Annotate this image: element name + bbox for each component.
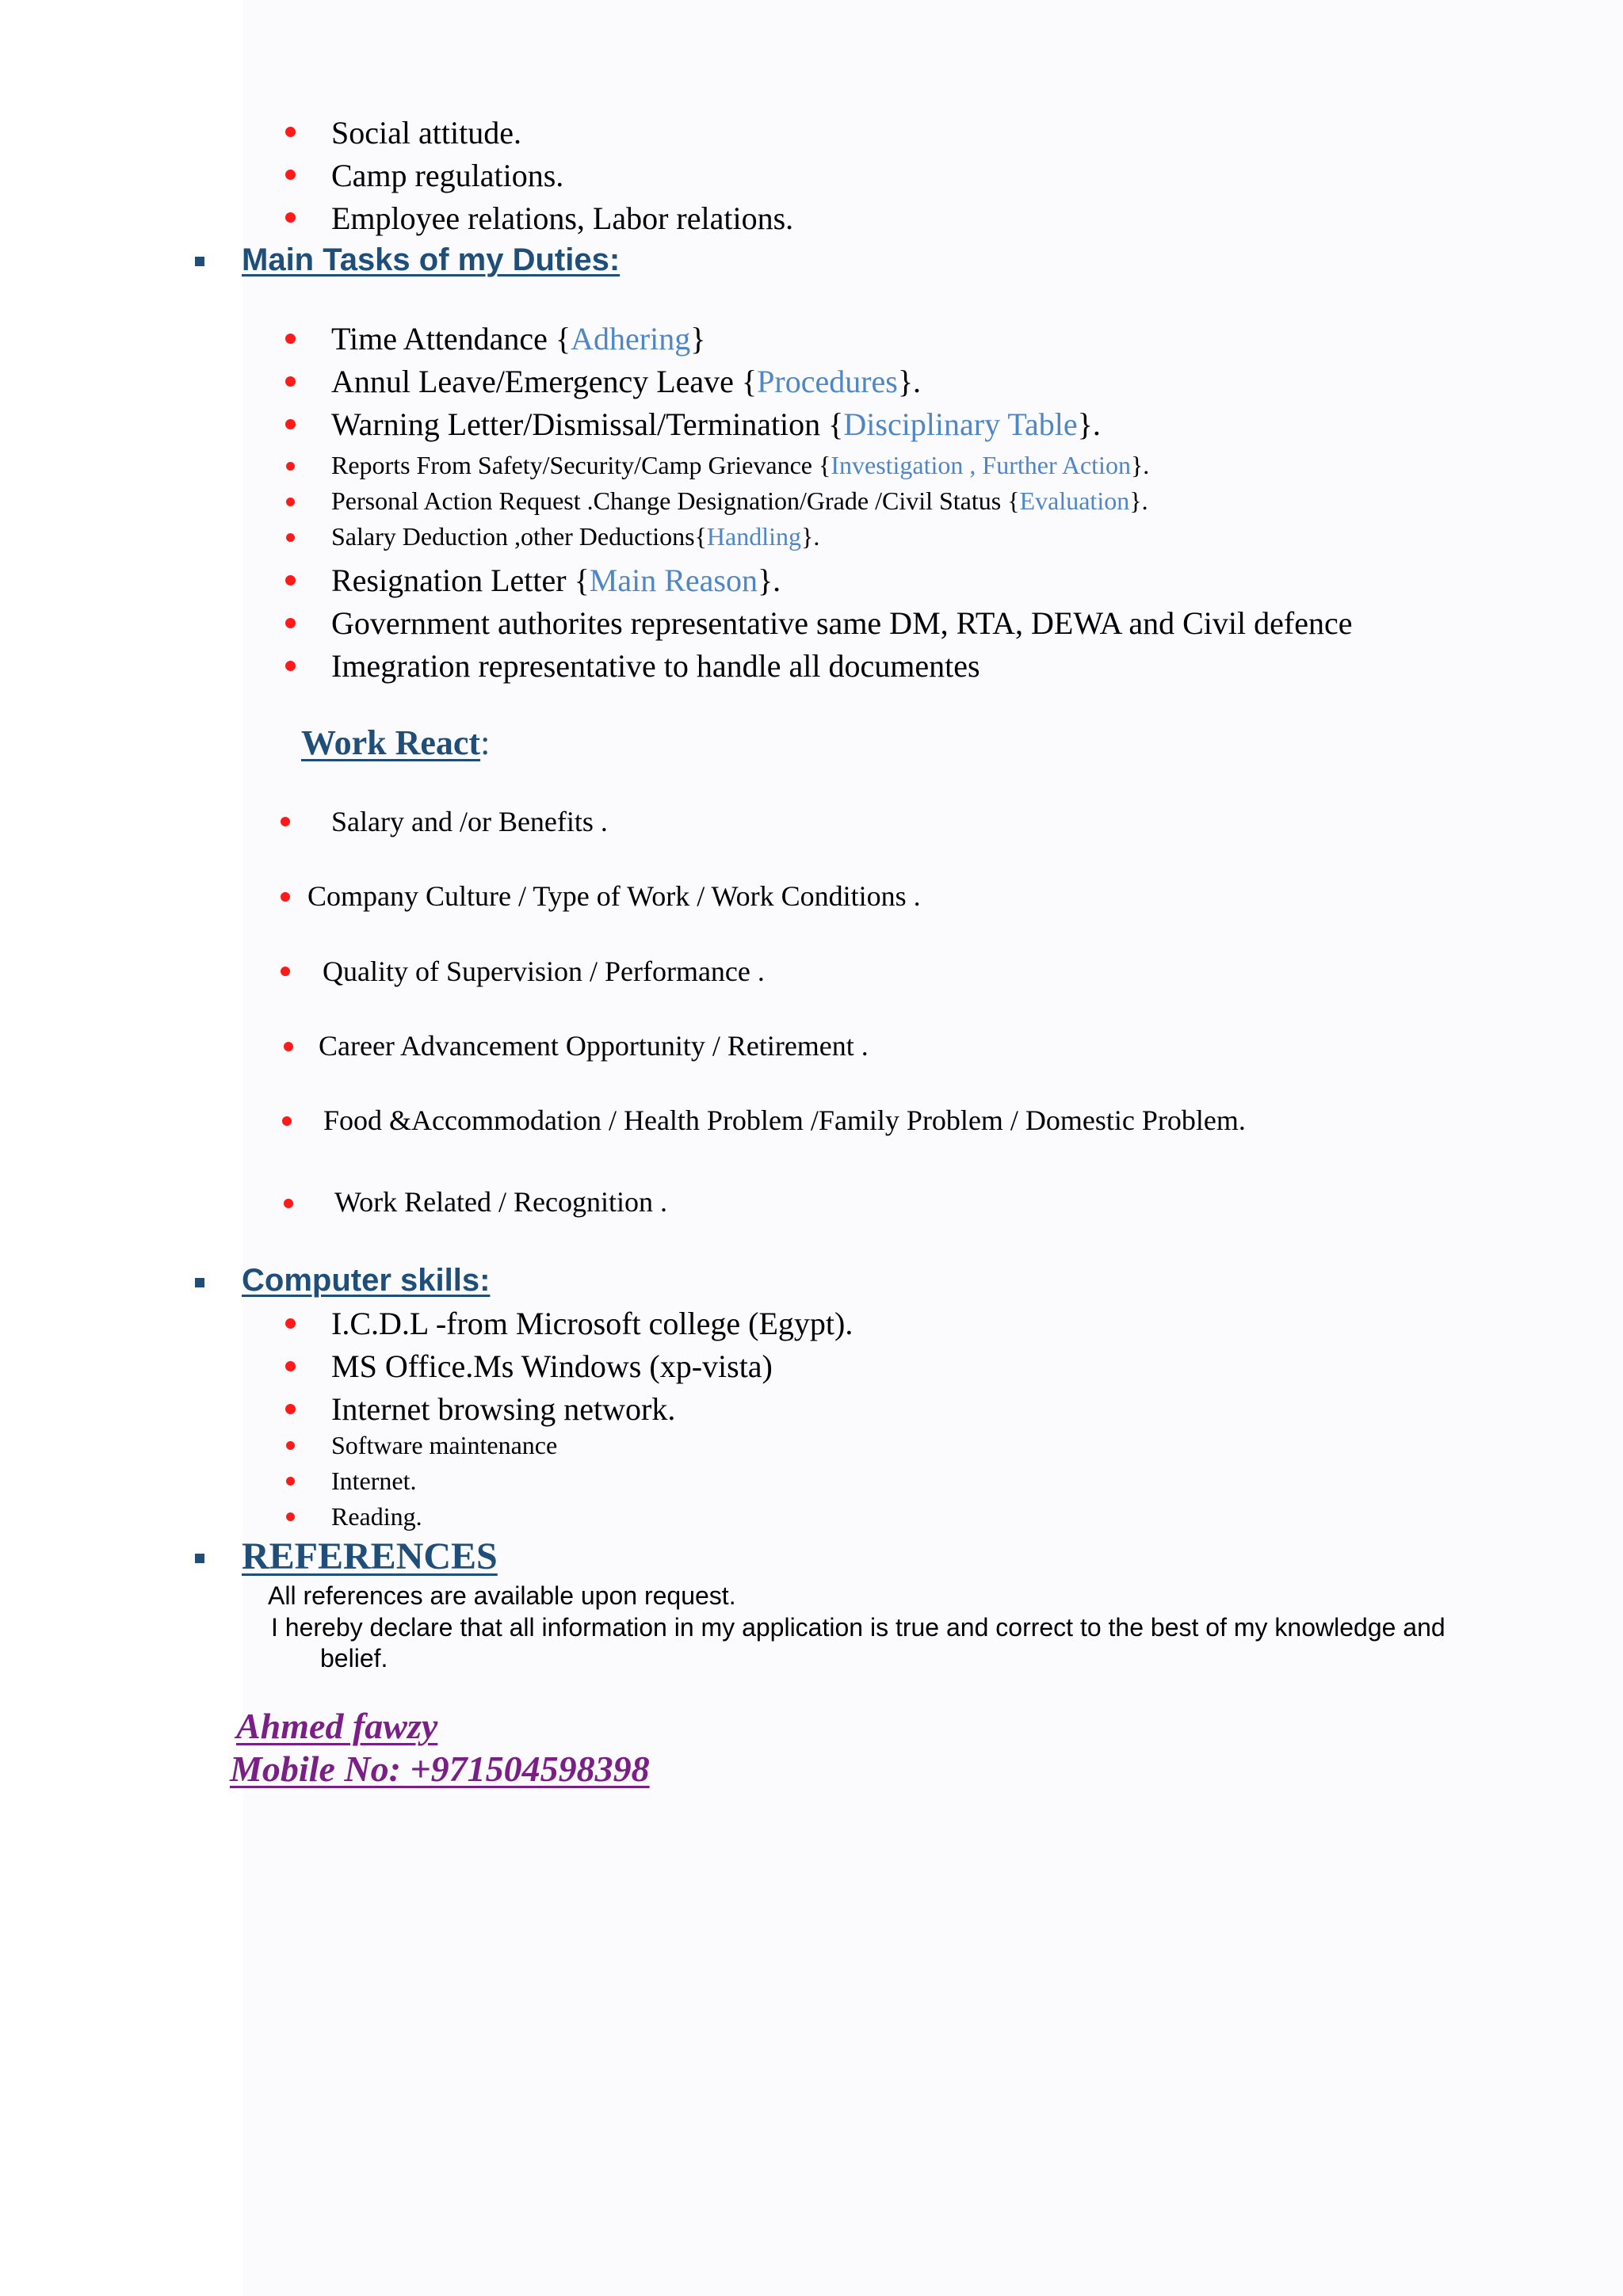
bullet-dot (285, 419, 296, 429)
square-bullet-icon (195, 1554, 204, 1563)
bullet-dot (282, 1116, 292, 1126)
square-bullet-icon (195, 257, 204, 266)
list-item: Internet. (331, 1466, 417, 1495)
bullet-dot (281, 967, 290, 976)
list-item: Camp regulations. (331, 158, 564, 193)
list-item: Food &Accommodation / Health Problem /Family Problem / Domestic Problem. (323, 1104, 1246, 1136)
square-bullet-icon (195, 1278, 204, 1287)
list-item: Government authorites representative same DM, RTA, DEWA and Civil defence (331, 605, 1353, 641)
bullet-dot (285, 376, 296, 387)
list-item: Career Advancement Opportunity / Retirement . (319, 1030, 869, 1062)
bullet-dot (285, 212, 296, 223)
bullet-dot (285, 1361, 296, 1371)
section-heading-references: REFERENCES (242, 1535, 498, 1577)
bullet-dot (285, 334, 296, 344)
bullet-dot (285, 1404, 296, 1414)
list-item: Resignation Letter {Main Reason}. (331, 563, 781, 598)
references-text: All references are available upon request. (268, 1581, 736, 1610)
bullet-dot (286, 498, 295, 506)
list-item: Personal Action Request .Change Designation/Grade /Civil Status {Evaluation}. (331, 486, 1148, 515)
bullet-dot (286, 462, 295, 471)
bullet-dot (286, 1441, 295, 1450)
bullet-dot (286, 1512, 295, 1521)
list-item: Quality of Supervision / Performance . (323, 955, 765, 987)
list-item: I.C.D.L -from Microsoft college (Egypt). (331, 1306, 854, 1341)
list-item: Work Related / Recognition . (334, 1186, 668, 1218)
declaration-text-continued: belief. (320, 1644, 388, 1672)
bullet-dot (285, 127, 296, 137)
bullet-dot (286, 533, 295, 542)
section-heading-duties: Main Tasks of my Duties: (242, 242, 621, 277)
signature-mobile: Mobile No: +971504598398 (230, 1749, 650, 1789)
list-item: Internet browsing network. (331, 1391, 676, 1427)
list-item: Imegration representative to handle all documentes (331, 648, 980, 684)
bullet-dot (285, 661, 296, 671)
signature-name: Ahmed fawzy (236, 1706, 438, 1746)
list-item: Salary Deduction ,other Deductions{Handling}. (331, 522, 820, 551)
bullet-dot (285, 1318, 296, 1329)
declaration-text: I hereby declare that all information in my application is true and correct to the best of my knowledge and (271, 1613, 1445, 1642)
list-item: Company Culture / Type of Work / Work Conditions . (307, 880, 921, 912)
bullet-dot (285, 575, 296, 585)
bullet-dot (281, 892, 290, 902)
list-item: Salary and /or Benefits . (331, 806, 608, 837)
list-item: Software maintenance (331, 1431, 558, 1459)
section-heading-computer-skills: Computer skills: (242, 1263, 491, 1298)
list-item: Reading. (331, 1502, 422, 1531)
section-heading-work-react: Work React: (301, 723, 491, 762)
bullet-dot (286, 1477, 295, 1486)
list-item: Annul Leave/Emergency Leave {Procedures}. (331, 364, 922, 399)
list-item: Warning Letter/Dismissal/Termination {Disciplinary Table}. (331, 406, 1101, 442)
bullet-dot (284, 1042, 293, 1051)
bullet-dot (285, 618, 296, 628)
bullet-dot (281, 817, 290, 826)
bullet-dot (285, 170, 296, 180)
list-item: MS Office.Ms Windows (xp-vista) (331, 1348, 773, 1384)
list-item: Time Attendance {Adhering} (331, 321, 706, 357)
bullet-dot (284, 1199, 293, 1208)
list-item: Social attitude. (331, 115, 521, 151)
list-item: Employee relations, Labor relations. (331, 200, 794, 236)
list-item: Reports From Safety/Security/Camp Grievance {Investigation , Further Action}. (331, 451, 1150, 479)
